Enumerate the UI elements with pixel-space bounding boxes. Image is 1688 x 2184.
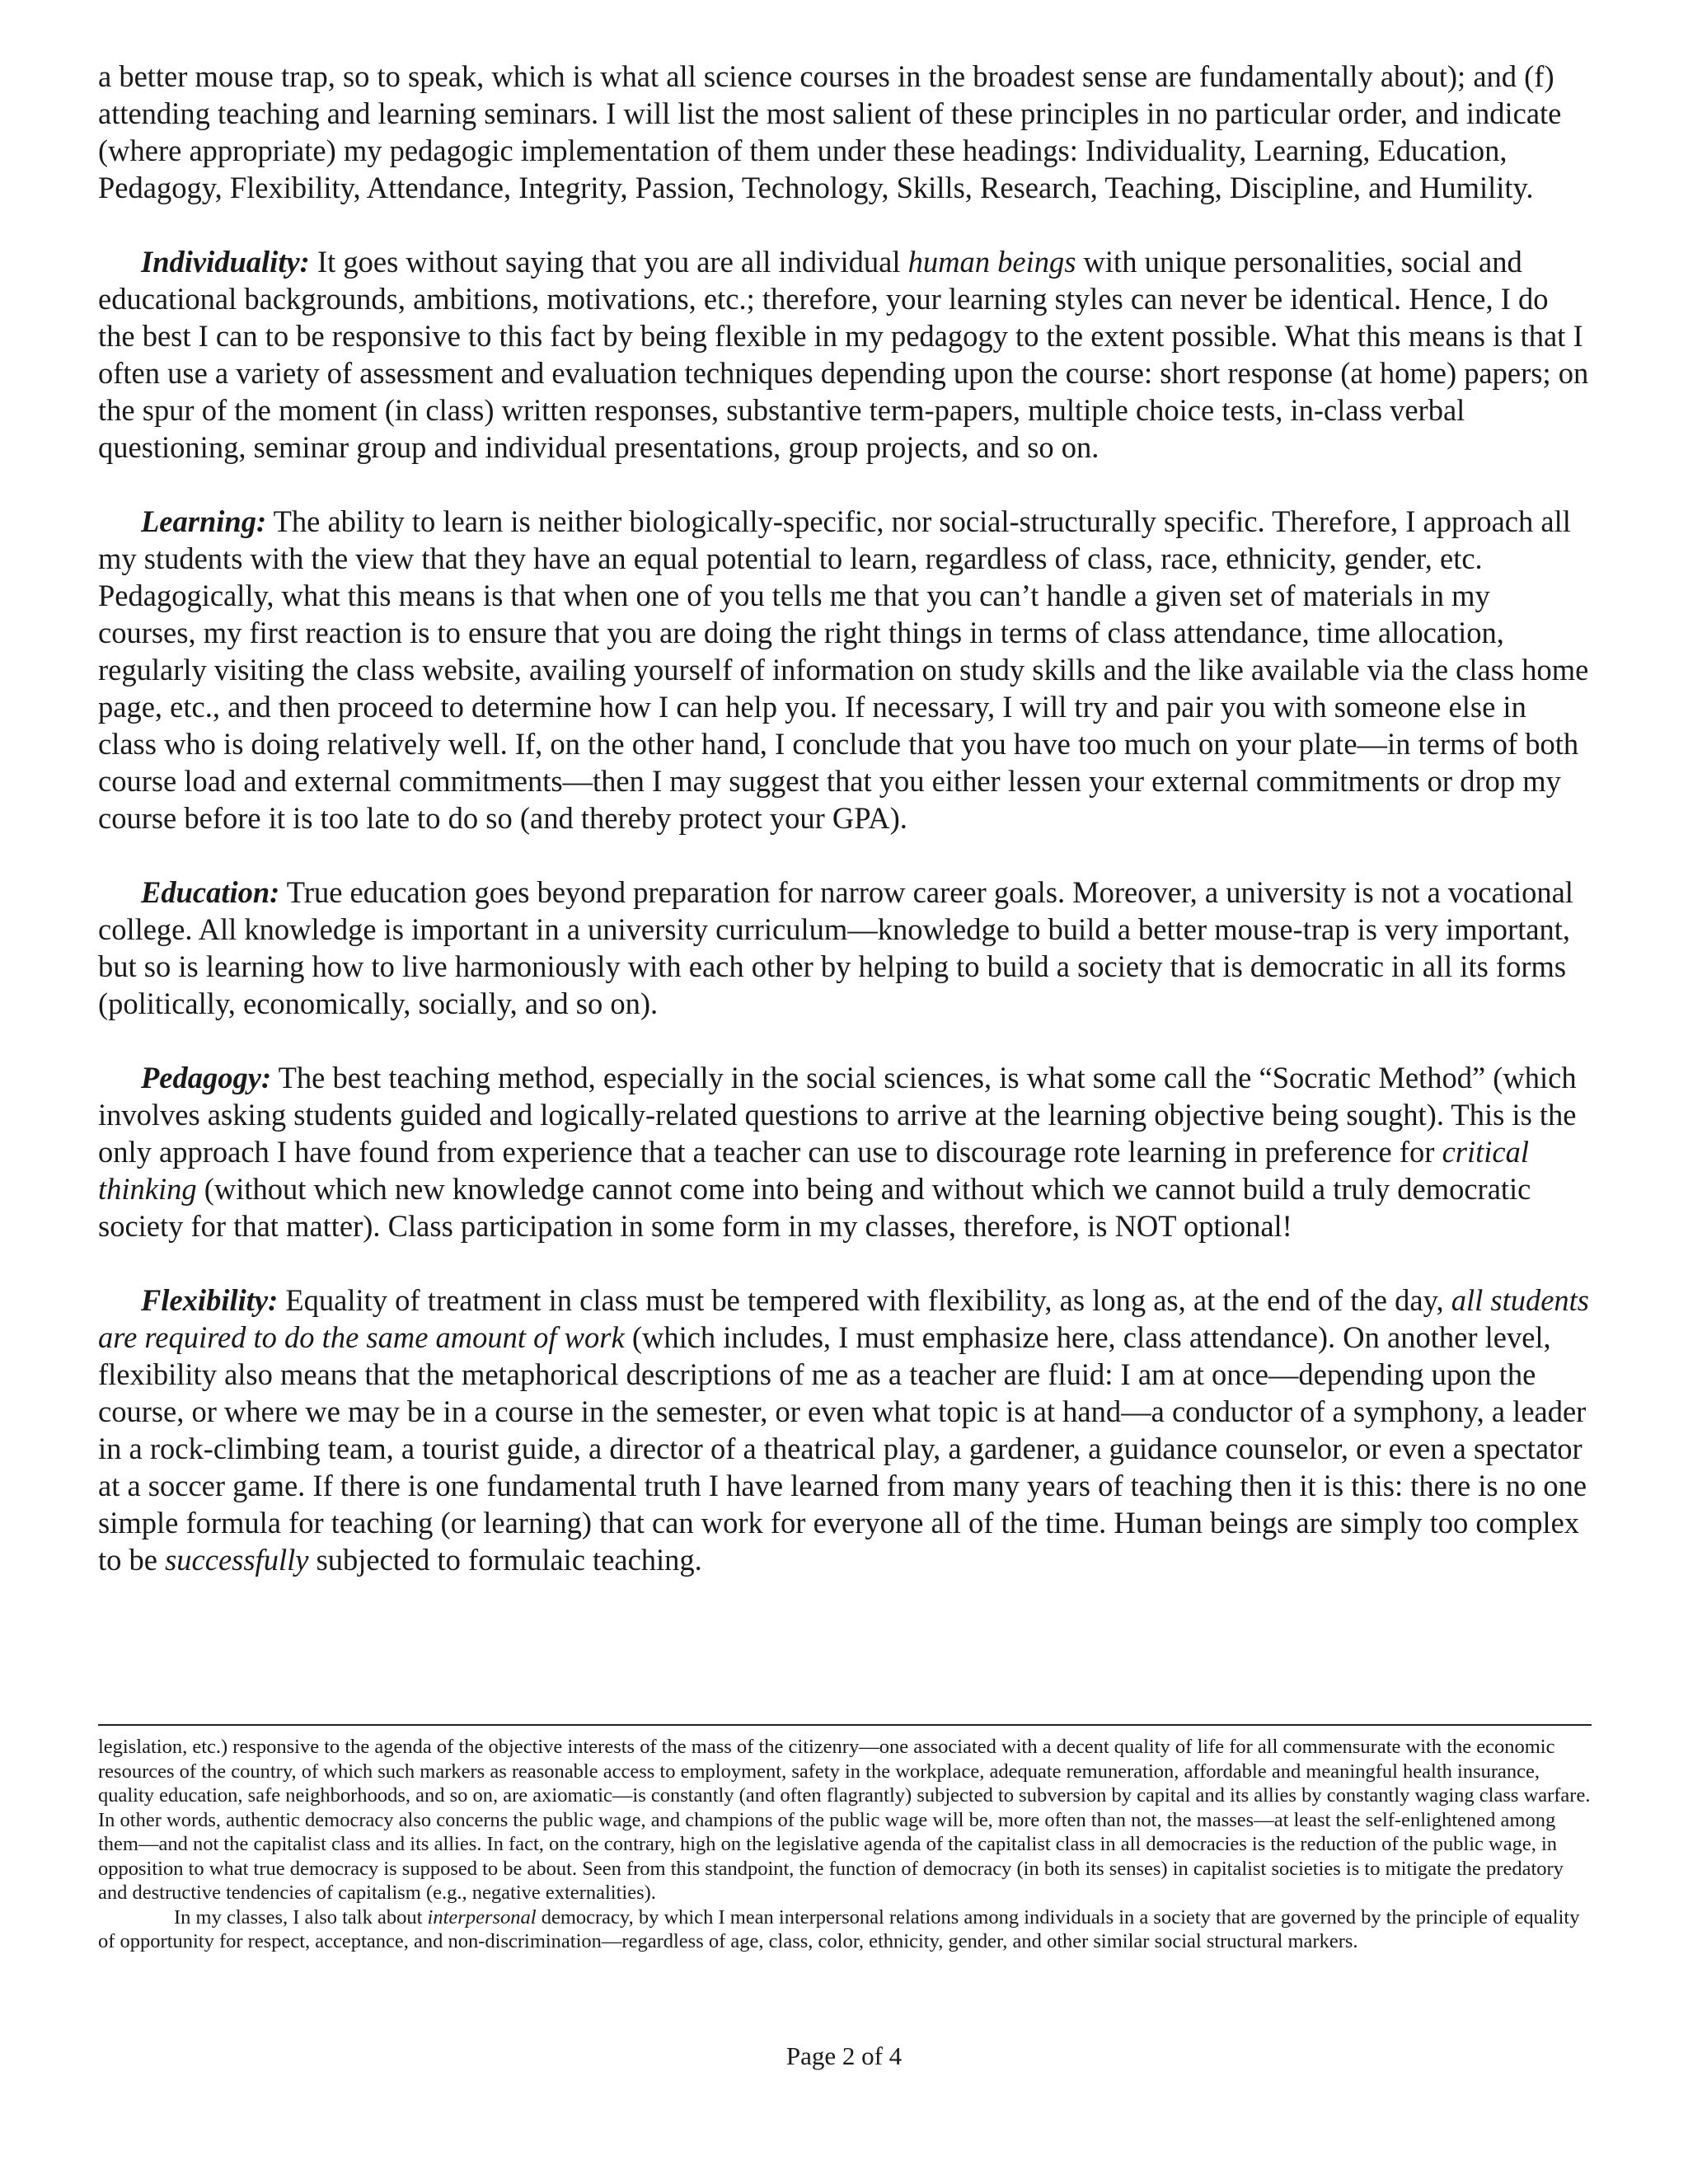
pedagogy-paragraph (98, 1059, 1592, 1244)
pedagogy-heading: Pedagogy: (141, 1061, 272, 1094)
individuality-text: It goes without saying that you are all individual (309, 245, 908, 279)
footnote-emphasis: interpersonal (427, 1905, 537, 1929)
flexibility-heading: Flexibility: (141, 1283, 279, 1317)
flexibility-emphasis-2: successfully (165, 1543, 309, 1577)
learning-paragraph (98, 503, 1592, 837)
education-paragraph (98, 874, 1592, 1022)
learning-text: The ability to learn is neither biologically-specific, nor social-structurally specific. Therefore, I approach all my students with the view that they have an equal potential to learn, regardless of class, race, ethnicity, gender, etc. Pedagogically, what this means is that when one of you tells me that you can’t handle a given set of materials in my courses, my first reaction is to ensure that you are doing the right things in terms of class attendance, time allocation, regularly visiting the class website, availing yourself of information on study skills and the like available via the class home page, etc., and then proceed to determine how I can help you. If necessary, I will try and pair you with someone else in class who is doing relatively well. If, on the other hand, I conclude that you have too much on your plate—in terms of both course load and external commitments—then I may suggest that you either lessen your external commitments or drop my course before it is too late to do so (and thereby protect your GPA). (98, 504, 1589, 835)
page-number: Page 2 of 4 (785, 2041, 903, 2070)
pedagogy-text-continued: (without which new knowledge cannot come into being and without which we cannot build a truly democratic society for that matter). Class participation in some form in my classes, therefore, is NOT optional! (98, 1172, 1531, 1243)
footnote-paragraph-2 (98, 1905, 1592, 1954)
flexibility-text-continued: (which includes, I must emphasize here, class attendance). On another level, flexibility also means that the metaphorical descriptions of me as a teacher are fluid: I am at once—depending upon the course, or where we may be in a course in the semester, or even what topic is at hand—a conductor of a symphony, a leader in a rock-climbing team, a tourist guide, a director of a theatrical play, a gardener, a guidance counselor, or even a spectator at a soccer game. If there is one fundamental truth I have learned from many years of teaching then it is this: there is no one simple formula for teaching (or learning) that can work for everyone all of the time. Human beings are simply too complex to be (98, 1320, 1587, 1577)
intro-paragraph: a better mouse trap, so to speak, which is what all science courses in the broadest sense are fundamentally about); and (f) attending teaching and learning seminars. I will list the most salient of these principles in no particular order, and indicate (where appropriate) my pedagogic implementation of them under these headings: Individuality, Learning, Education, Pedagogy, Flexibility, Attendance, Integrity, Passion, Technology, Skills, Research, Teaching, Discipline, and Humility. (98, 59, 1562, 204)
flexibility-text: Equality of treatment in class must be tempered with flexibility, as long as, at the end of the day, (278, 1283, 1451, 1317)
pedagogy-text: The best teaching method, especially in the social sciences, is what some call the “Socratic Method” (which involves asking students guided and logically-related questions to arrive at the learning objective being sought). This is the only approach I have found from experience that a teacher can use to discourage rote learning in preference for (98, 1061, 1577, 1169)
footnote-block (98, 1735, 1592, 1954)
document-body (98, 58, 1592, 1578)
individuality-emphasis: human beings (907, 245, 1076, 279)
flexibility-paragraph (98, 1282, 1592, 1578)
footnote-text-continued: democracy, by which I mean interpersonal relations among individuals in a society that are governed by the principle of equality of opportunity for respect, acceptance, and non-discrimination—regardless of age, class, color, ethnicity, gender, and other similar social structural markers. (98, 1905, 1580, 1952)
flexibility-emphasis: all students are required to do the same amount of work (98, 1283, 1590, 1354)
learning-heading: Learning: (141, 504, 267, 538)
footnote-paragraph: legislation, etc.) responsive to the agenda of the objective interests of the mass of the citizenry—one associated with a decent quality of life for all commensurate with the economic resources of the country, of which such markers as reasonable access to employment, safety in the workplace, adequate remuneration, affordable and meaningful health insurance, quality education, safe neighborhoods, and so on, are axiomatic—is constantly (and often flagrantly) subjected to subversion by capital and its allies by constantly waging class warfare. In other words, authentic democracy also concerns the public wage, and champions of the public wage will be, more often than not, the masses—at least the self-enlightened among them—and not the capitalist class and its allies. In fact, on the contrary, high on the legislative agenda of the capitalist class in all democracies is the reduction of the public wage, in opposition to what true democracy is supposed to be about. Seen from this standpoint, the function of democracy (in both its senses) in capitalist societies is to mitigate the predatory and destructive tendencies of capitalism (e.g., negative externalities). (98, 1736, 1591, 1904)
education-heading: Education: (141, 875, 280, 909)
individuality-paragraph (98, 243, 1592, 466)
individuality-text-continued: with unique personalities, social and educational backgrounds, ambitions, motivations, etc.; therefore, your learning styles can never be identical. Hence, I do the best I can to be responsive to this fact by being flexible in my pedagogy to the extent possible. What this means is that I often use a variety of assessment and evaluation techniques depending upon the course: short response (at home) papers; on the spur of the moment (in class) written responses, substantive term-papers, multiple choice tests, in-class verbal questioning, seminar group and individual presentations, group projects, and so on. (98, 245, 1589, 464)
flexibility-text-end: subjected to formulaic teaching. (308, 1543, 702, 1577)
footnote-text: In my classes, I also talk about (174, 1905, 428, 1929)
individuality-heading: Individuality: (141, 245, 310, 279)
footnote-divider (98, 1724, 1592, 1726)
pedagogy-emphasis: critical thinking (98, 1135, 1529, 1206)
education-text: True education goes beyond preparation for narrow career goals. Moreover, a university is not a vocational college. All knowledge is important in a university curriculum—knowledge to build a better mouse-trap is very important, but so is learning how to live harmoniously with each other by helping to build a society that is democratic in all its forms (politically, economically, socially, and so on). (98, 875, 1573, 1020)
